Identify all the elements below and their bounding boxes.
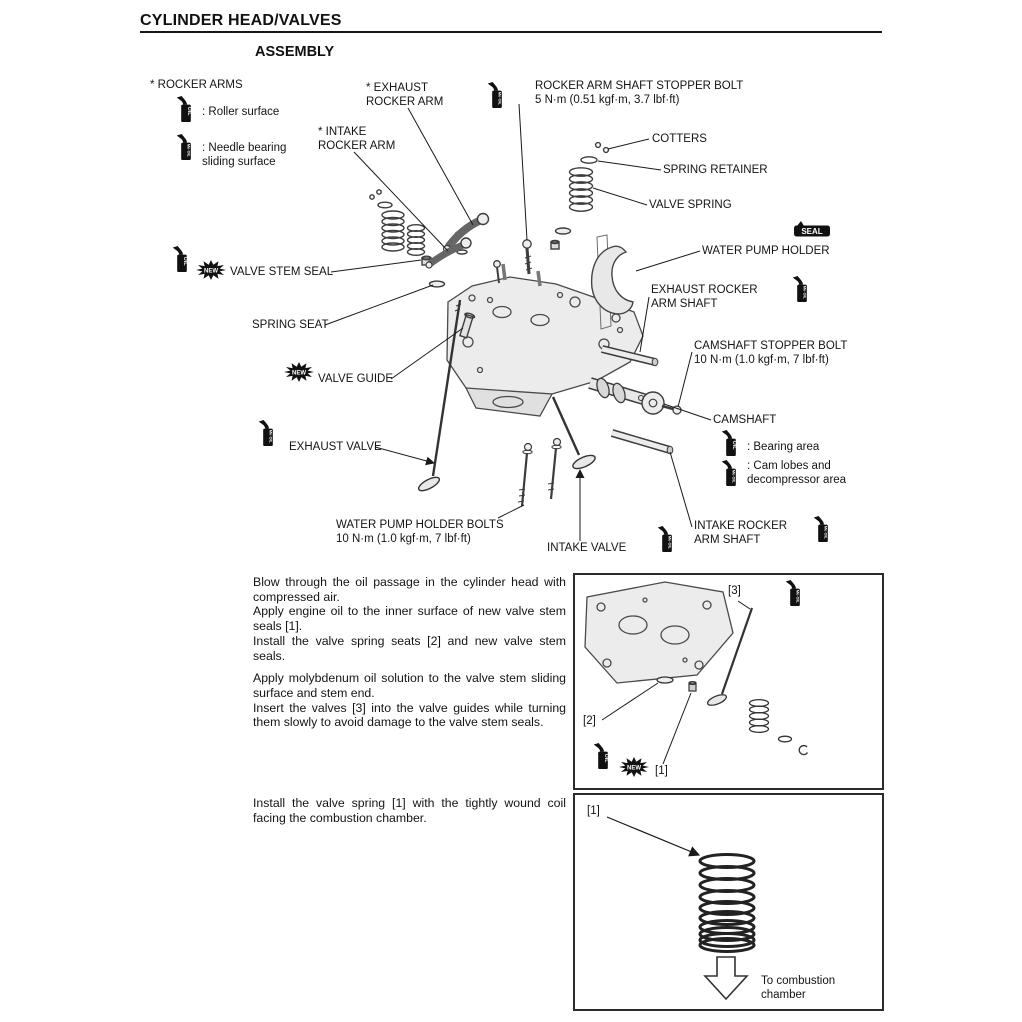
label-spring-seat: SPRING SEAT [252,319,329,331]
oil-icon-art [721,430,741,457]
label-text: WATER PUMP HOLDER BOLTS [336,519,504,531]
label-exhaust-rocker-arm: * EXHAUST ROCKER ARM [366,82,444,108]
mo-oil-icon [487,82,507,109]
mo-oil-icon [258,420,278,447]
mo-oil-icon-art [176,134,196,161]
oil-icon [721,430,741,457]
svg-text:OIL: OIL [731,440,738,450]
mo-oil-icon-art [721,460,741,487]
label-text: CAMSHAFT STOPPER BOLT [694,340,848,352]
figure1-ref-3: [3] [728,585,741,597]
instruction-paragraph: Apply molybdenum oil solution to the valve stem sliding surface and stem end. [253,671,566,700]
svg-text:OIL: OIL [182,256,189,266]
oil-icon [176,96,196,123]
svg-text:Mo OIL: Mo OIL [802,285,807,299]
new-icon [196,260,226,280]
figure2-caption: To combustion chamber [761,975,836,1001]
section-title: ASSEMBLY [255,44,335,60]
svg-text:NEW: NEW [292,370,306,377]
instructions-block-1 [253,575,566,730]
svg-text:Mo OIL: Mo OIL [667,535,672,549]
oil-icon-art [176,96,196,123]
label-torque: 10 N·m (1.0 kgf·m, 7 lbf·ft) [336,532,471,545]
new-icon-art [619,757,649,777]
svg-text:SEAL: SEAL [801,227,823,237]
label-valve-guide: VALVE GUIDE [318,373,393,385]
label-rocker-arm-shaft-stopper-bolt [535,80,743,107]
label-roller-surface: : Roller surface [202,106,280,118]
instructions-block-2 [253,796,566,825]
label-valve-stem-seal: VALVE STEM SEAL [230,266,334,278]
oil-icon [172,246,192,273]
mo-oil-icon-art [785,580,805,607]
svg-text:Mo OIL: Mo OIL [823,525,828,539]
figure-valve-spring-orientation [573,793,884,1011]
mo-oil-icon-art [813,516,833,543]
new-icon-art [196,260,226,280]
paragraph-gap [253,663,566,671]
label-exhaust-valve: EXHAUST VALVE [289,441,382,453]
label-intake-rocker-arm-shaft: INTAKE ROCKER ARM SHAFT [694,520,788,546]
svg-text:Mo OIL: Mo OIL [186,143,191,157]
mo-oil-icon [721,460,741,487]
figure-valve-install [573,573,884,790]
svg-text:OIL: OIL [603,753,610,763]
label-rocker-arms-heading: * ROCKER ARMS [150,79,243,91]
instruction-paragraph: Blow through the oil passage in the cylinder head with compressed air. [253,575,566,604]
new-icon [284,362,314,382]
label-camshaft: CAMSHAFT [713,414,777,426]
mo-oil-icon-art [657,526,677,553]
svg-text:Mo OIL: Mo OIL [731,469,736,483]
mo-oil-icon-art [792,276,812,303]
page-title: CYLINDER HEAD/VALVES [140,12,342,29]
label-cotters: COTTERS [652,133,707,145]
svg-text:Mo OIL: Mo OIL [268,429,273,443]
seal-icon-art [793,221,831,237]
label-torque: 10 N·m (1.0 kgf·m, 7 lbf·ft) [694,353,829,366]
svg-text:NEW: NEW [627,765,641,772]
svg-text:Mo OIL: Mo OIL [795,589,800,603]
instruction-paragraph: Install the valve spring [1] with the tightly wound coil facing the combustion chamber. [253,796,566,825]
svg-text:NEW: NEW [204,268,218,275]
label-spring-retainer: SPRING RETAINER [663,164,768,176]
label-bearing-area: : Bearing area [747,441,820,453]
figure1-ref-2: [2] [583,715,596,727]
label-torque: 5 N·m (0.51 kgf·m, 3.7 lbf·ft) [535,93,680,106]
mo-oil-icon-art [258,420,278,447]
label-water-pump-holder: WATER PUMP HOLDER [702,245,830,257]
oil-icon [593,743,613,770]
label-water-pump-holder-bolts [336,519,504,546]
label-intake-valve: INTAKE VALVE [547,542,627,554]
oil-icon-art [593,743,613,770]
new-icon-art [284,362,314,382]
mo-oil-icon [792,276,812,303]
mo-oil-icon [657,526,677,553]
instruction-paragraph: Insert the valves [3] into the valve guides while turning them slowly to avoid damage to the valve stem seals. [253,700,566,730]
mo-oil-icon [176,134,196,161]
label-needle-bearing: : Needle bearing sliding surface [202,142,287,168]
oil-icon-art [172,246,192,273]
new-icon [619,757,649,777]
svg-text:Mo OIL: Mo OIL [497,91,502,105]
label-cam-lobes: : Cam lobes and decompressor area [747,460,847,486]
figure2-ref-1: [1] [587,805,600,817]
instruction-paragraph: Apply engine oil to the inner surface of new valve stem seals [1]. [253,604,566,634]
label-text: ROCKER ARM SHAFT STOPPER BOLT [535,80,744,92]
label-exhaust-rocker-arm-shaft: EXHAUST ROCKER ARM SHAFT [651,284,758,310]
mo-oil-icon [813,516,833,543]
label-intake-rocker-arm: * INTAKE ROCKER ARM [318,126,396,152]
down-arrow [705,957,747,999]
figure1-ref-1: [1] [655,765,668,777]
mo-oil-icon-art [487,82,507,109]
label-valve-spring: VALVE SPRING [649,199,732,211]
mo-oil-icon [785,580,805,607]
svg-text:OIL: OIL [186,106,193,116]
label-camshaft-stopper-bolt [694,340,847,367]
instruction-paragraph: Install the valve spring seats [2] and new valve stem seals. [253,633,566,663]
seal-icon [793,221,831,237]
